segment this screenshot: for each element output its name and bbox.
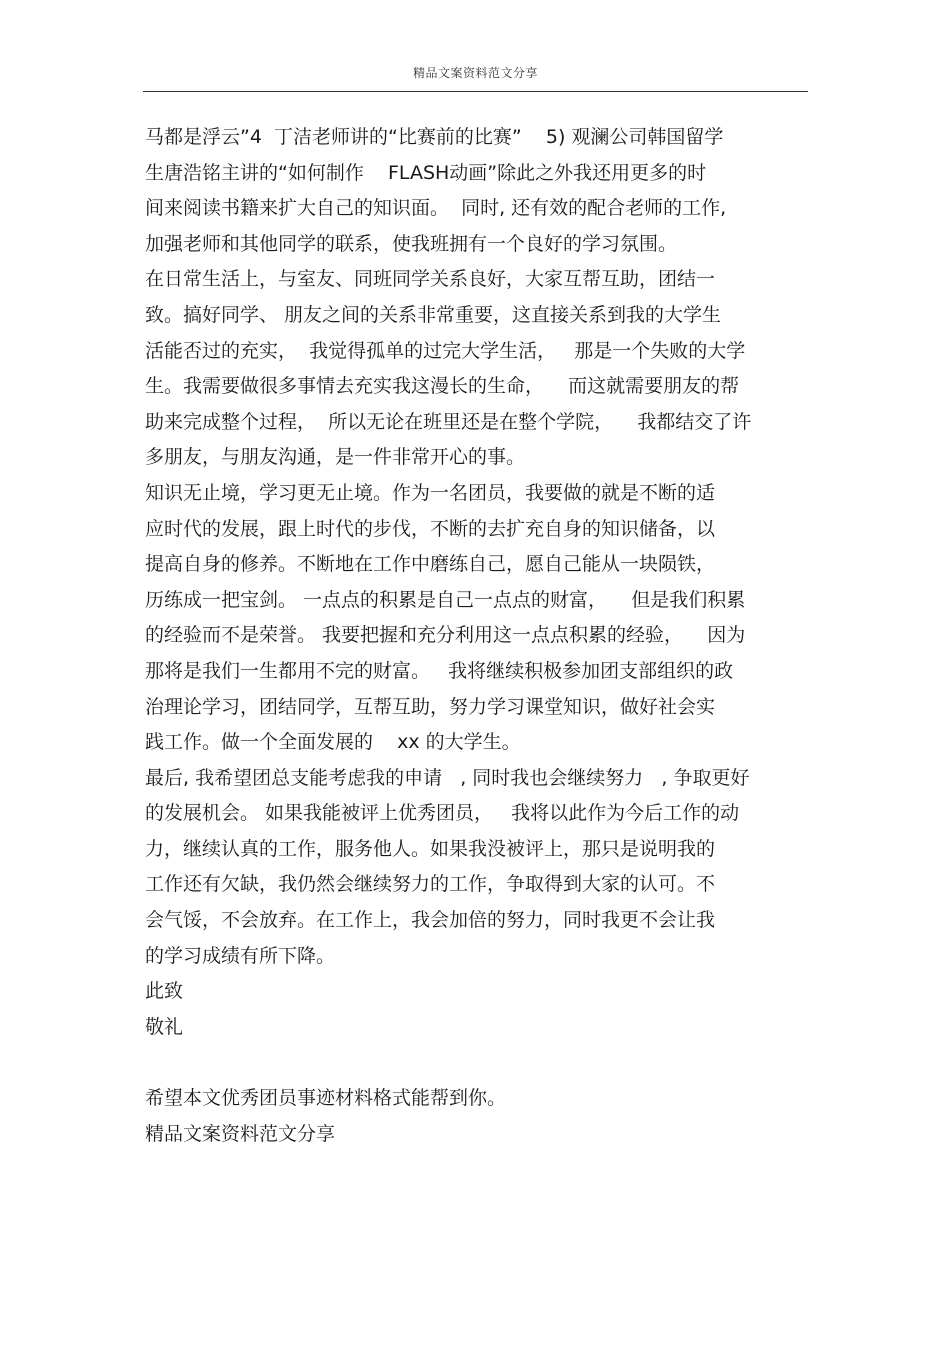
- text-line: 提高自身的修养。不断地在工作中磨练自己，愿自己能从一块陨铁，: [145, 553, 716, 576]
- text-line: 致。搞好同学、 朋友之间的关系非常重要，这直接关系到我的大学生: [145, 303, 722, 326]
- text-line: 工作还有欠缺，我仍然会继续努力的工作，争取得到大家的认可。不: [145, 873, 716, 896]
- text-line: 力，继续认真的工作，服务他人。如果我没被评上，那只是说明我的: [145, 837, 716, 860]
- text-line: 的发展机会。 如果我能被评上优秀团员， 我将以此作为今后工作的动: [145, 802, 740, 825]
- document-body: [145, 120, 815, 1152]
- blank-line: [145, 1045, 815, 1081]
- page-header: [143, 62, 808, 92]
- text-line: 治理论学习，团结同学，互帮互助，努力学习课堂知识，做好社会实: [145, 695, 716, 718]
- text-line: 应时代的发展，跟上时代的步伐，不断的去扩充自身的知识储备，以: [145, 517, 716, 540]
- text-line: 的经验而不是荣誉。 我要把握和充分利用这一点点积累的经验， 因为: [145, 624, 746, 647]
- text-line: 最后, 我希望团总支能考虑我的申请 , 同时我也会继续努力 , 争取更好: [145, 766, 750, 789]
- text-line: 的学习成绩有所下降。: [145, 944, 336, 967]
- text-line: 马都是浮云”4 丁洁老师讲的“比赛前的比赛” 5) 观澜公司韩国留学: [145, 126, 724, 148]
- salutation-line: 敬礼: [145, 1015, 184, 1038]
- text-line: 生。我需要做很多事情去充实我这漫长的生命， 而这就需要朋友的帮: [145, 375, 740, 398]
- text-line: 活能否过的充实， 我觉得孤单的过完大学生活， 那是一个失败的大学: [145, 339, 746, 362]
- text-line: 会气馁，不会放弃。在工作上，我会加倍的努力，同时我更不会让我: [145, 909, 716, 932]
- text-line: 在日常生活上，与室友、同班同学关系良好，大家互帮互助，团结一: [145, 268, 716, 291]
- text-line: 践工作。做一个全面发展的 xx 的大学生。: [145, 731, 521, 754]
- text-line: 助来完成整个过程， 所以无论在班里还是在整个学院， 我都结交了许: [145, 410, 752, 433]
- closing-line: 精品文案资料范文分享: [145, 1122, 336, 1145]
- salutation-line: 此致: [145, 980, 184, 1003]
- header-text: 精品文案资料范文分享: [412, 66, 538, 80]
- text-line: 历练成一把宝剑。 一点点的积累是自己一点点的财富， 但是我们积累: [145, 588, 746, 611]
- closing-line: 希望本文优秀团员事迹材料格式能帮到你。: [145, 1087, 507, 1110]
- text-line: 多朋友，与朋友沟通，是一件非常开心的事。: [145, 446, 526, 469]
- text-line: 间来阅读书籍来扩大自己的知识面。 同时, 还有效的配合老师的工作,: [145, 197, 727, 220]
- text-line: 那将是我们一生都用不完的财富。 我将继续积极参加团支部组织的政: [145, 659, 734, 682]
- text-line: 加强老师和其他同学的联系，使我班拥有一个良好的学习氛围。: [145, 232, 678, 255]
- text-line: 知识无止境，学习更无止境。作为一名团员，我要做的就是不断的适: [145, 481, 716, 504]
- text-line: 生唐浩铭主讲的“如何制作 FLASH动画”除此之外我还用更多的时: [145, 161, 707, 184]
